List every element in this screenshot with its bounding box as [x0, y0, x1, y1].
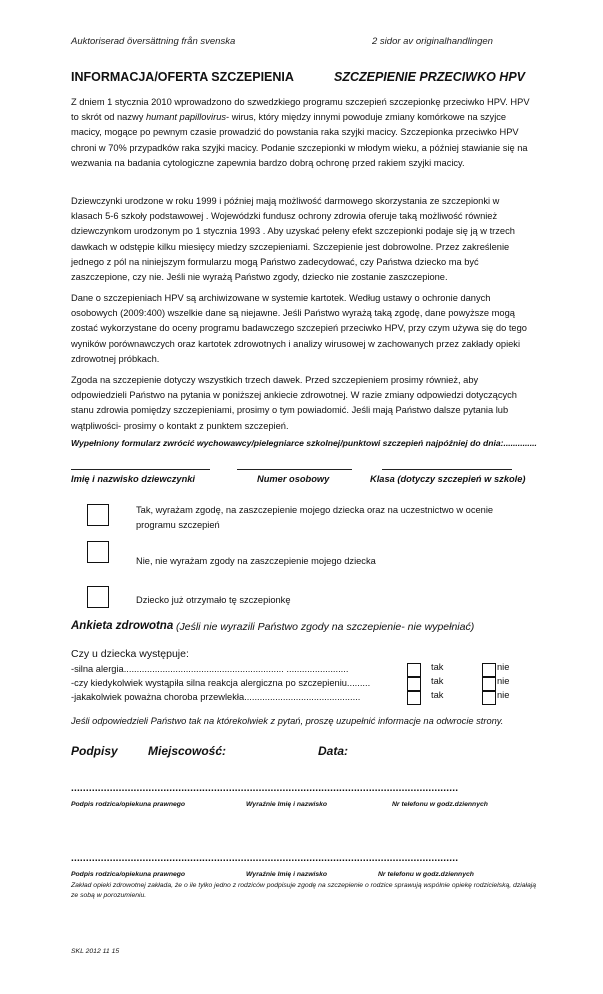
page-subtitle: SZCZEPIENIE PRZECIWKO HPV — [334, 70, 525, 84]
survey-item-allergy: -silna alergia.............................................................. ........................ — [71, 664, 349, 674]
paragraph-intro-part1: Z dniem 1 stycznia 2010 wprowadzono do szwedzkiego programu szczepień szczepionkę przeciwko HPV. HPV to skrót od nazwy — [71, 97, 530, 123]
class-line — [382, 469, 512, 470]
paragraph-intro-part2: - wirus, który między innymi powoduje zmiany komórkowe na szyjce macicy, mogące po pewnym czasie prowadzić do powstania raka szyjki macicy. Szczepionka przeciwko HPV chroni w 70% przypadków raka szyjki macicy. Podanie szczepionki w młodym wieku, a później stawianie się na wezwania na badania cytologiczne zapewnia bardzo dobrą ochronę przed rakiem szyjki macicy. — [71, 112, 528, 168]
return-note: Wypełniony formularz zwrócić wychowawcy/pielegniarce szkolnej/punktowi szczepień najpóźniej do dnia:.............. — [71, 438, 537, 448]
signatures-label: Podpisy — [71, 744, 118, 758]
survey-item-reaction: -czy kiedykolwiek wystąpiła silna reakcja alergiczna po szczepieniu......... — [71, 678, 371, 688]
allergy-yes-label: tak — [431, 662, 444, 672]
signature-note: Zakład opieki zdrowotnej zakłada, że o ile tylko jedno z rodziców podpisuje zgodę na szczepienie o rodzice sprawują wspólnie opiekę rodzicielską, działają ze sobą w porozumieniu. — [71, 882, 537, 899]
chronic-no-label: nie — [497, 690, 510, 700]
printed-name-label-1: Wyraźnie Imię i nazwisko — [246, 801, 328, 808]
printed-name-label-2: Wyraźnie Imię i nazwisko — [246, 871, 328, 878]
survey-item-chronic: -jakakolwiek poważna choroba przewlekła............................................. — [71, 692, 361, 702]
already-vaccinated-checkbox[interactable] — [87, 586, 109, 608]
paragraph-intro-italic: humant papillovirus — [145, 112, 227, 123]
name-field-label: Imię i nazwisko dziewczynki — [71, 474, 196, 484]
consent-no-checkbox[interactable] — [87, 541, 109, 563]
consent-yes-label: Tak, wyrażam zgodę, na zaszczepienie mojego dziecka oraz na uczestnictwo w ocenie programu szczepień — [136, 505, 494, 530]
survey-subtitle: (Jeśli nie wyrazili Państwo zgody na szczepienie- nie wypełniać) — [176, 621, 475, 633]
phone-label-1: Nr telefonu w godz.dziennych — [392, 801, 488, 808]
page-title: INFORMACJA/OFERTA SZCZEPIENIA — [71, 70, 294, 84]
allergy-no-label: nie — [497, 662, 510, 672]
chronic-no-checkbox[interactable] — [482, 691, 496, 705]
chronic-yes-checkbox[interactable] — [407, 691, 421, 705]
allergy-yes-checkbox[interactable] — [407, 663, 421, 677]
name-line — [71, 469, 210, 470]
survey-question: Czy u dziecka występuje: — [71, 648, 189, 660]
allergy-no-checkbox[interactable] — [482, 663, 496, 677]
place-label: Miejscowość: — [148, 744, 227, 758]
chronic-yes-label: tak — [431, 690, 444, 700]
parent-signature-label-2: Podpis rodzica/opiekuna prawnego — [71, 871, 186, 878]
header-left: Auktoriserad översättning från svenska — [71, 36, 236, 47]
consent-yes-checkbox[interactable] — [87, 504, 109, 526]
number-line — [237, 469, 352, 470]
class-field-label: Klasa (dotyczy szczepień w szkole) — [370, 474, 526, 484]
parent-signature-label-1: Podpis rodzica/opiekuna prawnego — [71, 801, 186, 808]
paragraph-data: Dane o szczepieniach HPV są archiwizowane w systemie kartotek. Według ustawy o ochronie danych osobowych (2009:400) wszelkie dane są niejawne. Jeśli Państwo wyrażą taką zgodę, dane powyższe mogą zostać wykorzystane do oceny programu badawczego szczepień przeciwko HPV, przy czym używa się do tego wyników porównawczych oraz kartotek zdrowotnych i analizy wirusowej w zachowanych przez zakłady opieki zdrowotnej próbkach. — [71, 293, 527, 364]
paragraph-eligibility: Dziewczynki urodzone w roku 1999 i później mają możliwość darmowego skorzystania ze szczepionki w klasach 5-6 szkoły podstawowej . Wojewódzki fundusz ochrony zdrowia oferuje taką możliwość również dziewczynkom urodzonym po 1 stycznia 1993 . Aby uzyskać pełeny efekt szczepionki podaje się ją w trzech dawkach w odstępie kilku miesięcy miedzy szczepieniami. Szczepienie jest dobrowolne. Przez zakreślenie jednego z pól na niniejszym formularzu mogą Państwo zadecydować, czy Państwa dziecko ma być zaszczepione, czy nie. Jeśli nie wyrażą Państwo zgody, dziecko nie zostanie zaszczepione. — [71, 196, 515, 283]
paragraph-consent: Zgoda na szczepienie dotyczy wszystkich trzech dawek. Przed szczepieniem prosimy również, aby odpowiedzieli Państwo na pytania w poniższej ankiecie zdrowotnej. W razie zmiany odpowiedzi dotyczących stanu zdrowia pomiędzy szczepieniami, prosimy o tym powiadomić. Jeśli mają Państwo dalsze pytania lub wątpliwości- prosimy o kontakt z punktem szczepień. — [71, 375, 517, 431]
paragraph-intro — [71, 95, 533, 171]
signature-line-1[interactable]: .................................................................................................................................. — [71, 783, 459, 794]
number-field-label: Numer osobowy — [257, 474, 330, 484]
reaction-yes-checkbox[interactable] — [407, 677, 421, 691]
reaction-no-label: nie — [497, 676, 510, 686]
reaction-no-checkbox[interactable] — [482, 677, 496, 691]
reaction-yes-label: tak — [431, 676, 444, 686]
signature-line-2[interactable]: .................................................................................................................................. — [71, 853, 459, 864]
survey-note: Jeśli odpowiedzieli Państwo tak na którekolwiek z pytań, proszę uzupełnić informacje na odwrocie strony. — [71, 716, 504, 726]
phone-label-2: Nr telefonu w godz.dziennych — [378, 871, 474, 878]
consent-no-label: Nie, nie wyrażam zgody na zaszczepienie mojego dziecka — [136, 556, 376, 566]
survey-title: Ankieta zdrowotna — [71, 620, 174, 632]
already-vaccinated-label: Dziecko już otrzymało tę szczepionkę — [136, 595, 291, 605]
footer-code: SKL 2012 11 15 — [71, 948, 120, 955]
date-label: Data: — [318, 744, 349, 758]
header-right: 2 sidor av originalhandlingen — [372, 36, 493, 47]
